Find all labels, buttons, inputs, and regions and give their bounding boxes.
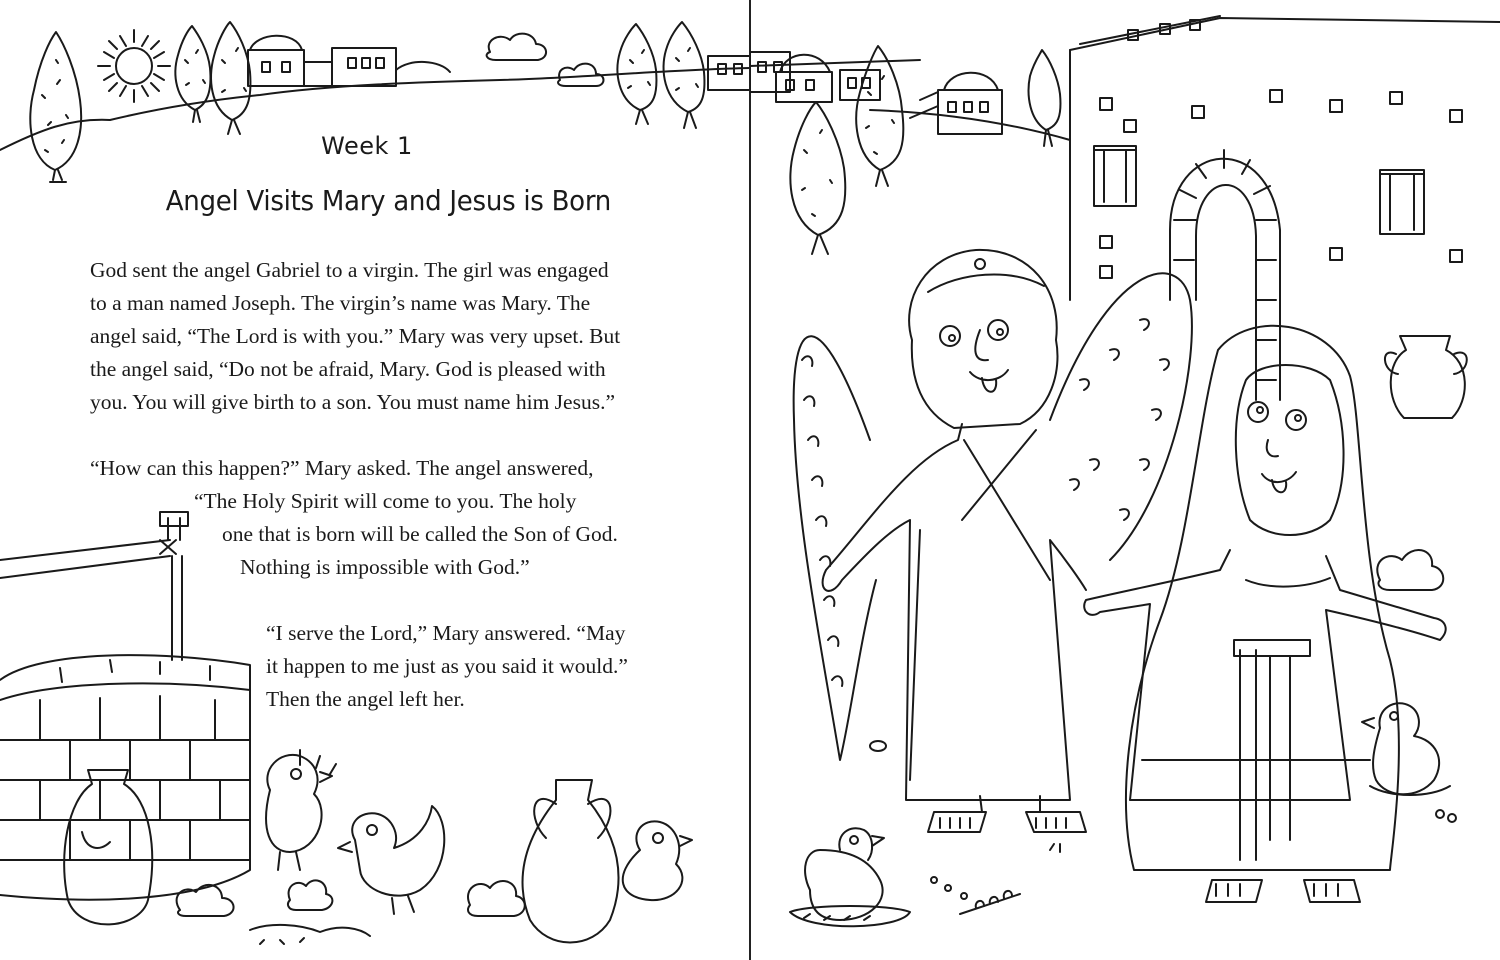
text-line: “The Holy Spirit will come to you. The holy	[194, 489, 577, 513]
pebbles-icon	[870, 741, 1456, 899]
cypress-tree-icon	[211, 22, 250, 134]
cypress-tree-icon	[175, 26, 210, 122]
jar-icon	[1385, 336, 1467, 418]
village-houses-icon	[750, 52, 880, 102]
chicken-icon	[266, 755, 332, 870]
angel-figure-icon	[823, 250, 1086, 832]
right-page	[750, 0, 1500, 960]
window-icon	[1094, 146, 1136, 206]
bush-icon	[177, 750, 525, 916]
hen-in-nest-icon	[790, 828, 910, 926]
cypress-tree-icon	[790, 102, 845, 254]
window-icon	[1380, 170, 1424, 234]
bush-icon	[250, 925, 370, 944]
right-page-illustration	[750, 0, 1500, 960]
village-houses-icon	[910, 73, 1002, 134]
text-line: Nothing is impossible with God.”	[240, 555, 530, 579]
text-line: “I serve the Lord,” Mary answered. “May	[266, 621, 626, 645]
village-houses-icon	[248, 36, 450, 86]
text-line: Then the angel left her.	[266, 687, 465, 711]
chicken-icon	[623, 821, 692, 900]
text-line: angel said, “The Lord is with you.” Mary was very upset. But	[90, 324, 621, 348]
bush-icon	[1377, 550, 1443, 590]
text-line: the angel said, “Do not be afraid, Mary. God is pleased with	[90, 357, 606, 381]
hen-in-nest-icon	[1362, 703, 1450, 795]
text-line: one that is born will be called the Son of God.	[222, 522, 618, 546]
cloud-icon	[558, 64, 604, 86]
jar-icon	[522, 780, 618, 943]
jar-icon	[64, 770, 152, 924]
well-icon	[0, 512, 250, 900]
cloud-icon	[487, 34, 546, 60]
text-line: it happen to me just as you said it would.”	[266, 654, 628, 678]
angel-wings-icon	[794, 273, 1192, 760]
arched-doorway-icon	[1170, 150, 1280, 400]
mary-figure-icon	[1084, 326, 1445, 902]
cypress-tree-icon	[1029, 50, 1061, 146]
sun-icon	[98, 30, 170, 102]
text-line: you. You will give birth to a son. You must name him Jesus.”	[90, 390, 615, 414]
village-houses-icon	[708, 56, 750, 90]
cypress-tree-icon	[856, 46, 903, 186]
chicken-icon	[338, 806, 444, 914]
text-line: to a man named Joseph. The virgin’s name was Mary. The	[90, 291, 591, 315]
cypress-tree-icon	[664, 22, 705, 128]
text-line: “How can this happen?” Mary asked. The angel answered,	[90, 456, 594, 480]
wheat-icon	[960, 891, 1020, 914]
text-line: God sent the angel Gabriel to a virgin. The girl was engaged	[90, 258, 609, 282]
week-label: Week 1	[321, 132, 413, 160]
story-title: Angel Visits Mary and Jesus is Born	[165, 184, 612, 217]
house-wall-icon	[1070, 16, 1500, 300]
